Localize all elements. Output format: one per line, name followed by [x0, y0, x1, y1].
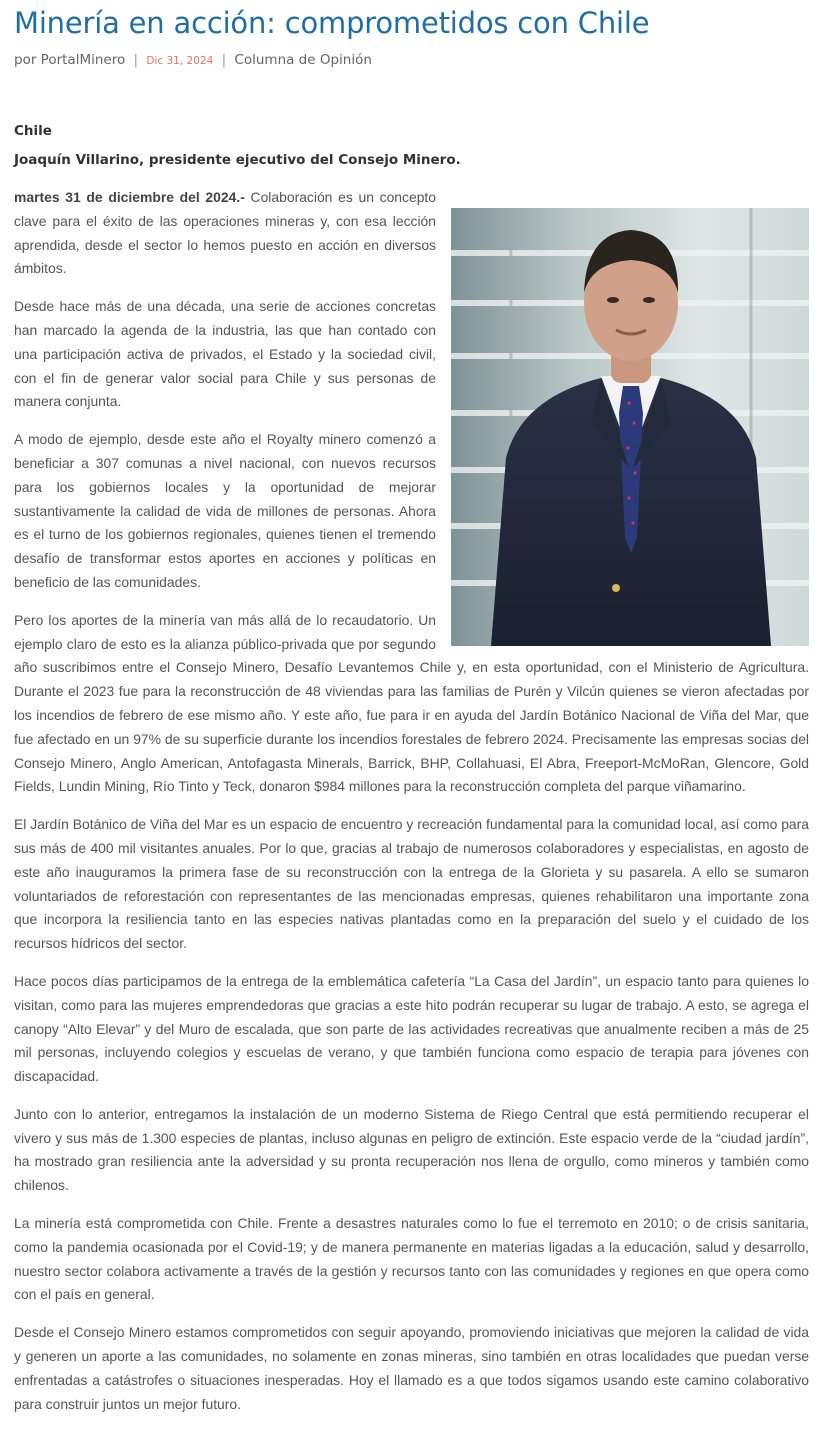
- article-paragraph: Pero los aportes de la minería van más allá de lo recaudatorio. Un ejemplo claro de esto es la alianza público-privada que por segundo año suscribimos entre el Consejo Minero, Desafío Levantemos Chile y, en esta oportunidad, con el Ministerio de Agricultura. Durante el 2023 fue para la reconstrucción de 48 viviendas para las familias de Purén y Vilcún quienes se vieron afectadas por los incendios de febrero de ese mismo año. Y este año, fue para ir en ayuda del Jardín Botánico Nacional de Viña del Mar, que fue afectado en un 97% de su superficie durante los incendios forestales de febrero 2024. Precisamente las empresas socias del Consejo Minero, Anglo American, Antofagasta Minerals, Barrick, BHP, Collahuasi, El Abra, Freeport-McMoRan, Glencore, Gold Fields, Lundin Mining, Río Tinto y Teck, donaron $984 millones para la reconstrucción completa del parque viñamarino.: [14, 611, 809, 795]
- article-meta: [14, 52, 372, 68]
- article-dateline: martes 31 de diciembre del 2024.-: [14, 189, 245, 205]
- country-tag: Chile: [14, 123, 52, 139]
- article-paragraph: El Jardín Botánico de Viña del Mar es un espacio de encuentro y recreación fundamental para la comunidad local, así como para sus más de 400 mil visitantes anuales. Por lo que, gracias al trabajo de numerosos colaboradores y especialistas, en agosto de este año inauguramos la primera fase de su reconstrucción con la entrega de la Glorieta y su pasarela. A ello se sumaron voluntariados de reforestación con representantes de las mencionadas empresas, quienes rehabilitaron una importante zona que incorpora la resiliencia tanto en las especies nativas plantadas como en la preparación del suelo y el cuidado de los recursos hídricos del sector.: [14, 816, 809, 952]
- publish-date: Dic 31, 2024: [146, 55, 214, 67]
- category-link[interactable]: Columna de Opinión: [234, 52, 372, 68]
- article-paragraph: A modo de ejemplo, desde este año el Royalty minero comenzó a beneficiar a 307 comunas a nivel nacional, con nuevos recursos para los gobiernos locales y la oportunidad de mejorar sustantivamente la calidad de vida de millones de personas. Ahora es el turno de los gobiernos regionales, quienes tienen el tremendo desafío de transformar estos aportes en acciones y políticas en beneficio de las comunidades.: [14, 431, 436, 590]
- meta-separator: |: [133, 52, 139, 68]
- article-paragraph: Desde hace más de una década, una serie de acciones concretas han marcado la agenda de la industria, las que han contado con una participación activa de privados, el Estado y la sociedad civil, con el fin de generar valor social para Chile y sus personas de manera conjunta.: [14, 298, 436, 410]
- article-paragraph: Desde el Consejo Minero estamos comprometidos con seguir apoyando, promoviendo iniciativas que mejoren la calidad de vida y generen un aporte a las comunidades, no solamente en zonas mineras, sino también en otras localidades que puedan verse enfrentadas a catástrofes o situaciones inesperadas. Hoy el llamado es a que todos sigamos usando este camino colaborativo para construir juntos un mejor futuro.: [14, 1324, 809, 1412]
- article-paragraph: Hace pocos días participamos de la entrega de la emblemática cafetería “La Casa del Jardín”, un espacio tanto para quienes lo visitan, como para las mujeres emprendedoras que gracias a este hito podrán recuperar su lugar de trabajo. A esto, se agrega el canopy “Alto Elevar” y del Muro de escalada, que son parte de las actividades recreativas que anualmente reciben a más de 25 mil personas, incluyendo colegios y escuelas de verano, y que también funciona como espacio de terapia para jóvenes con discapacidad.: [14, 972, 809, 1085]
- meta-separator: |: [221, 52, 227, 68]
- author-photo: [451, 208, 809, 646]
- article-body: [14, 186, 809, 1430]
- paragraph-text: Colaboración es un concepto clave para el éxito de las operaciones mineras y, con esa lección aprendida, desde el sector lo hemos puesto en acción en diversos ámbitos.: [14, 189, 437, 277]
- author-link[interactable]: por PortalMinero: [14, 52, 126, 68]
- author-byline: Joaquín Villarino, presidente ejecutivo del Consejo Minero.: [14, 152, 461, 168]
- article-title[interactable]: Minería en acción: comprometidos con Chile: [14, 6, 650, 40]
- article-paragraph: Junto con lo anterior, entregamos la instalación de un moderno Sistema de Riego Central que está permitiendo recuperar el vivero y sus más de 1.300 especies de plantas, incluso algunas en peligro de extinción. Este espacio verde de la “ciudad jardín”, ha mostrado gran resiliencia ante la adversidad y su pronta recuperación nos llena de orgullo, como mineros y también como chilenos.: [14, 1105, 809, 1194]
- article-paragraph: La minería está comprometida con Chile. Frente a desastres naturales como lo fue el terremoto en 2010; o de crisis sanitaria, como la pandemia ocasionada por el Covid-19; y de manera permanente en materias ligadas a la educación, salud y desarrollo, nuestro sector colabora activamente a través de la gestión y recursos tanto con las comunidades y regiones en que opera como con el país en general.: [14, 1215, 809, 1303]
